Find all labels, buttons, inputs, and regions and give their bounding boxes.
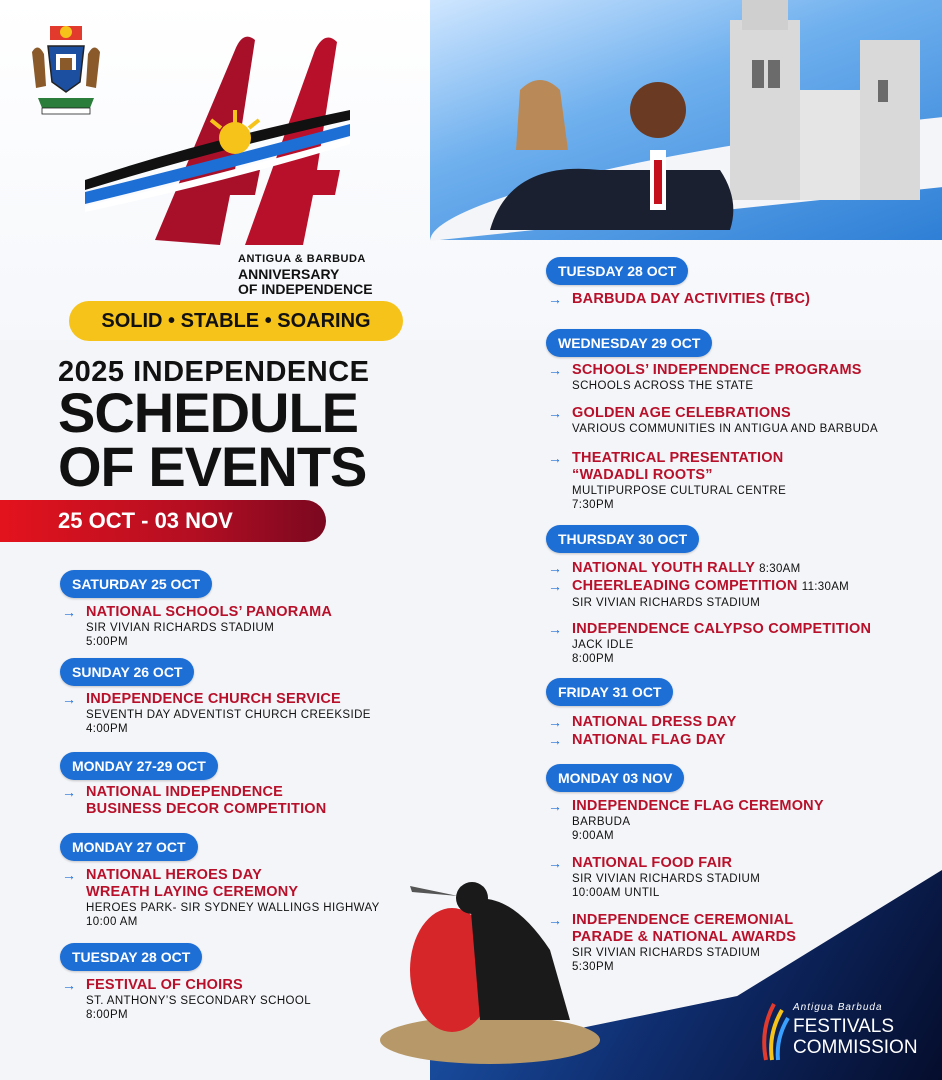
event-title-text: CHEERLEADING COMPETITION bbox=[572, 578, 798, 594]
event-title: NATIONAL HEROES DAY bbox=[86, 867, 262, 883]
festivals-commission-logo bbox=[760, 1000, 935, 1062]
date-range-banner: 25 OCT - 03 NOV bbox=[0, 500, 326, 542]
anniversary-line1: ANNIVERSARY bbox=[238, 266, 340, 282]
event-detail: 8:00PM bbox=[572, 653, 615, 665]
event-item bbox=[548, 621, 928, 666]
arrow-right-icon: → bbox=[548, 578, 562, 594]
arrow-right-icon: → bbox=[548, 855, 562, 871]
event-item bbox=[548, 912, 928, 974]
event-item bbox=[548, 450, 928, 512]
arrow-right-icon: → bbox=[548, 405, 562, 421]
event-item bbox=[548, 560, 928, 578]
event-time: 11:30AM bbox=[801, 581, 850, 593]
event-item bbox=[548, 578, 928, 610]
day-header: THURSDAY 30 OCT bbox=[546, 525, 699, 553]
arrow-right-icon: → bbox=[548, 621, 562, 637]
arrow-right-icon: → bbox=[62, 691, 76, 707]
event-title: NATIONAL FLAG DAY bbox=[572, 732, 726, 748]
event-detail: SIR VIVIAN RICHARDS STADIUM bbox=[572, 873, 761, 885]
event-item bbox=[62, 784, 422, 818]
day-header: TUESDAY 28 OCT bbox=[546, 257, 688, 285]
event-title: SCHOOLS’ INDEPENDENCE PROGRAMS bbox=[572, 362, 862, 378]
event-title: THEATRICAL PRESENTATION bbox=[572, 450, 784, 466]
arrow-right-icon: → bbox=[548, 560, 562, 576]
event-item bbox=[548, 291, 928, 308]
arrow-right-icon: → bbox=[548, 714, 562, 730]
event-item bbox=[62, 604, 422, 649]
event-detail: SIR VIVIAN RICHARDS STADIUM bbox=[86, 622, 275, 634]
event-detail: JACK IDLE bbox=[572, 639, 634, 651]
festivals-country: Antigua Barbuda bbox=[793, 1002, 883, 1013]
day-header: SATURDAY 25 OCT bbox=[60, 570, 212, 598]
44-anniversary-logo bbox=[85, 20, 355, 250]
anniversary-country: ANTIGUA & BARBUDA bbox=[238, 253, 366, 265]
day-header: MONDAY 03 NOV bbox=[546, 764, 684, 792]
event-detail: 7:30PM bbox=[572, 499, 615, 511]
event-title: INDEPENDENCE CEREMONIAL bbox=[572, 912, 794, 928]
arrow-right-icon: → bbox=[62, 784, 76, 800]
arrow-right-icon: → bbox=[62, 604, 76, 620]
day-header: SUNDAY 26 OCT bbox=[60, 658, 194, 686]
event-detail: 5:30PM bbox=[572, 961, 615, 973]
event-detail: ST. ANTHONY’S SECONDARY SCHOOL bbox=[86, 995, 312, 1007]
title-main bbox=[58, 381, 428, 498]
day-header: MONDAY 27 OCT bbox=[60, 833, 198, 861]
event-detail: HEROES PARK- SIR SYDNEY WALLINGS HIGHWAY bbox=[86, 902, 380, 914]
event-detail: 9:00AM bbox=[572, 830, 615, 842]
event-title: NATIONAL INDEPENDENCE bbox=[86, 784, 284, 800]
arrow-right-icon: → bbox=[548, 912, 562, 928]
event-title: BARBUDA DAY ACTIVITIES (TBC) bbox=[572, 291, 811, 307]
arrow-right-icon: → bbox=[548, 798, 562, 814]
anniversary-caption bbox=[238, 252, 408, 297]
event-detail: MULTIPURPOSE CULTURAL CENTRE bbox=[572, 485, 787, 497]
festivals-line1: FESTIVALS bbox=[793, 1016, 895, 1037]
event-item bbox=[62, 977, 392, 1022]
event-detail: 4:00PM bbox=[86, 723, 129, 735]
event-title-cont: WREATH LAYING CEREMONY bbox=[86, 884, 299, 900]
anniversary-line2: OF INDEPENDENCE bbox=[238, 281, 373, 297]
event-detail: SEVENTH DAY ADVENTIST CHURCH CREEKSIDE bbox=[86, 709, 371, 721]
title-line3: OF EVENTS bbox=[58, 435, 367, 498]
arrow-right-icon: → bbox=[62, 867, 76, 883]
event-detail: SIR VIVIAN RICHARDS STADIUM bbox=[572, 597, 761, 609]
arrow-right-icon: → bbox=[62, 977, 76, 993]
event-detail: SCHOOLS ACROSS THE STATE bbox=[572, 380, 754, 392]
day-header: MONDAY 27-29 OCT bbox=[60, 752, 218, 780]
event-detail: SIR VIVIAN RICHARDS STADIUM bbox=[572, 947, 761, 959]
event-title: INDEPENDENCE CALYPSO COMPETITION bbox=[572, 621, 872, 637]
arrow-right-icon: → bbox=[548, 450, 562, 466]
arrow-right-icon: → bbox=[548, 362, 562, 378]
event-title bbox=[572, 560, 928, 578]
event-item bbox=[548, 405, 938, 436]
event-item bbox=[548, 362, 928, 393]
event-title: INDEPENDENCE FLAG CEREMONY bbox=[572, 798, 824, 814]
day-header: WEDNESDAY 29 OCT bbox=[546, 329, 712, 357]
event-detail: 10:00 AM bbox=[86, 916, 138, 928]
event-title: FESTIVAL OF CHOIRS bbox=[86, 977, 243, 993]
title-line1: 2025 INDEPENDENCE bbox=[58, 356, 370, 388]
motto-banner: SOLID • STABLE • SOARING bbox=[69, 301, 403, 341]
event-title-cont: PARADE & NATIONAL AWARDS bbox=[572, 929, 797, 945]
event-title-cont: BUSINESS DECOR COMPETITION bbox=[86, 801, 327, 817]
event-detail: 8:00PM bbox=[86, 1009, 129, 1021]
day-header: TUESDAY 28 OCT bbox=[60, 943, 202, 971]
event-title-text: NATIONAL YOUTH RALLY bbox=[572, 560, 755, 576]
event-title: INDEPENDENCE CHURCH SERVICE bbox=[86, 691, 341, 707]
arrow-right-icon: → bbox=[548, 732, 562, 748]
festivals-line2: COMMISSION bbox=[793, 1037, 918, 1058]
event-title: GOLDEN AGE CELEBRATIONS bbox=[572, 405, 791, 421]
event-item bbox=[548, 714, 928, 731]
event-title bbox=[572, 578, 928, 596]
statue-church-illustration bbox=[480, 0, 942, 240]
event-detail: 10:00AM UNTIL bbox=[572, 887, 660, 899]
event-title: NATIONAL SCHOOLS’ PANORAMA bbox=[86, 604, 333, 620]
festivals-ribbon-icon bbox=[760, 1000, 790, 1062]
day-header: FRIDAY 31 OCT bbox=[546, 678, 673, 706]
event-detail: VARIOUS COMMUNITIES IN ANTIGUA AND BARBUDA bbox=[572, 423, 879, 435]
event-title: NATIONAL FOOD FAIR bbox=[572, 855, 733, 871]
event-item bbox=[62, 691, 422, 736]
title-line2: SCHEDULE bbox=[58, 381, 359, 444]
event-item bbox=[548, 798, 928, 843]
event-detail: 5:00PM bbox=[86, 636, 129, 648]
event-item bbox=[548, 732, 928, 749]
event-item bbox=[548, 855, 928, 900]
event-detail: BARBUDA bbox=[572, 816, 631, 828]
arrow-right-icon: → bbox=[548, 291, 562, 307]
event-time: 8:30AM bbox=[759, 563, 801, 575]
event-title-cont: “WADADLI ROOTS” bbox=[572, 467, 713, 483]
event-title: NATIONAL DRESS DAY bbox=[572, 714, 737, 730]
event-item bbox=[62, 867, 432, 929]
